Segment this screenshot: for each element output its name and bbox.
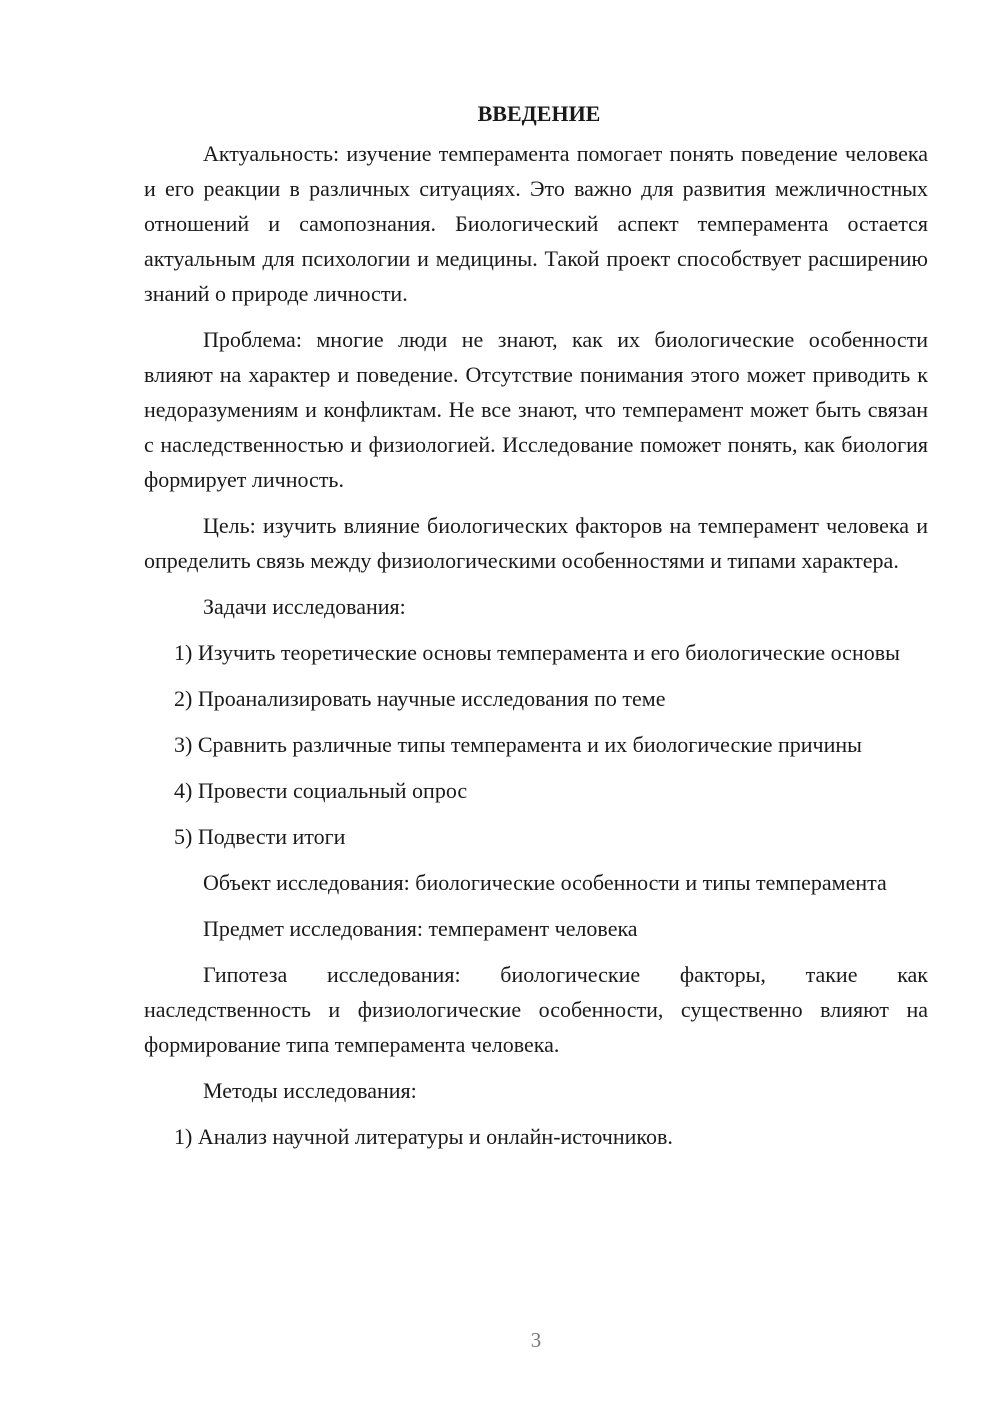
- hypothesis-paragraph: Гипотеза исследования: биологические факторы, такие как наследственность и физиологические особенности, существенно влияют на формирование типа темперамента человека.: [144, 962, 928, 1057]
- relevance-paragraph: Актуальность: изучение темперамента помогает понять поведение человека и его реакции в различных ситуациях. Это важно для развития межличностных отношений и самопознания. Биологический аспект темперамента остается актуальным для психологии и медицины. Такой проект способствует расширению знаний о природе личности.: [144, 141, 928, 306]
- task-item-1: 1) Изучить теоретические основы темперамента и его биологические основы: [174, 640, 900, 665]
- object-paragraph: Объект исследования: биологические особенности и типы темперамента: [203, 870, 887, 895]
- problem-paragraph: Проблема: многие люди не знают, как их биологические особенности влияют на характер и поведение. Отсутствие понимания этого может приводить к недоразумениям и конфликтам. Не все знают, что темперамент может быть связан с наследственностью и физиологией. Исследование поможет понять, как биология формирует личность.: [144, 327, 928, 492]
- methods-heading: Методы исследования:: [203, 1078, 417, 1103]
- method-item-1: 1) Анализ научной литературы и онлайн-источников.: [174, 1124, 673, 1149]
- task-item-3: 3) Сравнить различные типы темперамента и их биологические причины: [174, 732, 862, 757]
- page-number: 3: [530, 1328, 542, 1352]
- subject-paragraph: Предмет исследования: темперамент человека: [203, 916, 638, 941]
- tasks-heading: Задачи исследования:: [203, 594, 406, 619]
- task-item-4: 4) Провести социальный опрос: [174, 778, 468, 803]
- section-heading: ВВЕДЕНИЕ: [477, 101, 601, 126]
- document-page: [144, 96, 928, 1165]
- goal-paragraph: Цель: изучить влияние биологических факторов на темперамент человека и определить связь между физиологическими особенностями и типами характера.: [144, 513, 928, 573]
- task-item-2: 2) Проанализировать научные исследования по теме: [174, 686, 666, 711]
- task-item-5: 5) Подвести итоги: [174, 824, 346, 849]
